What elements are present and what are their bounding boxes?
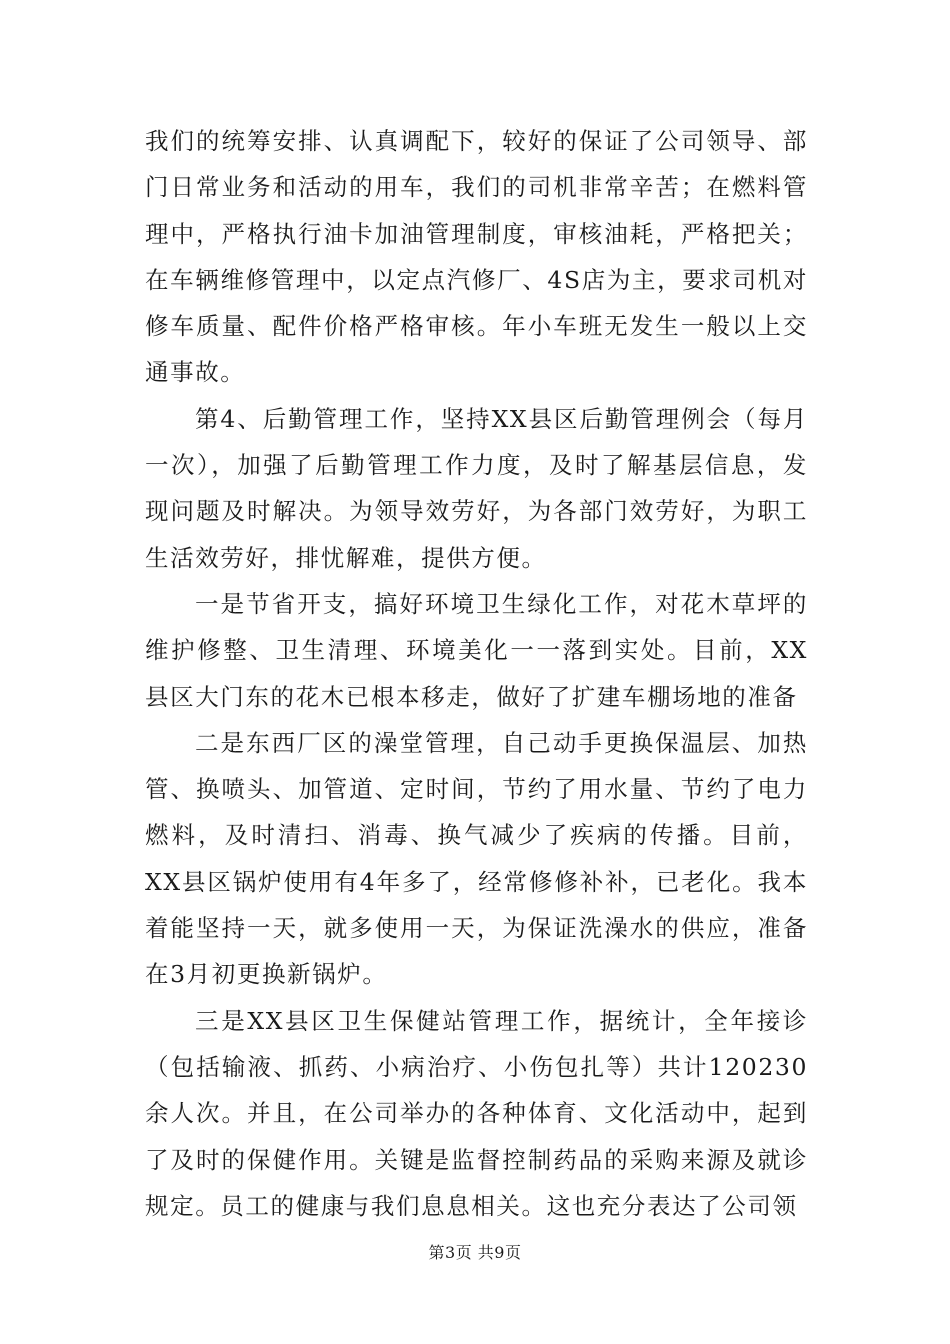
page-footer bbox=[0, 1240, 950, 1263]
paragraph-1: 我们的统筹安排、认真调配下，较好的保证了公司领导、部门日常业务和活动的用车，我们的司机非常辛苦；在燃料管理中，严格执行油卡加油管理制度，审核油耗，严格把关；在车辆维修管理中，以定点汽修厂、4S店为主，要求司机对修车质量、配件价格严格审核。年小车班无发生一般以上交通事故。 bbox=[145, 127, 808, 387]
total-pages: 共9页 bbox=[477, 1243, 522, 1262]
paragraph-5: 三是XX县区卫生保健站管理工作，据统计，全年接诊（包括输液、抓药、小病治疗、小伤包扎等）共计120230余人次。并且，在公司举办的各种体育、文化活动中，起到了及时的保健作用。关键是监督控制药品的采购来源及就诊规定。员工的健康与我们息息相关。这也充分表达了公司领 bbox=[145, 1006, 808, 1220]
page-number: 第3页 bbox=[428, 1243, 473, 1262]
document-body bbox=[145, 118, 808, 1229]
paragraph-2: 第4、后勤管理工作，坚持XX县区后勤管理例会（每月一次），加强了后勤管理工作力度，及时了解基层信息，发现问题及时解决。为领导效劳好，为各部门效劳好，为职工生活效劳好，排忧解难，提供方便。 bbox=[145, 404, 808, 572]
paragraph-3: 一是节省开支，搞好环境卫生绿化工作，对花木草坪的维护修整、卫生清理、环境美化一一落到实处。目前，XX县区大门东的花木已根本移走，做好了扩建车棚场地的准备 bbox=[145, 589, 808, 711]
paragraph-4: 二是东西厂区的澡堂管理，自己动手更换保温层、加热管、换喷头、加管道、定时间，节约了用水量、节约了电力燃料，及时清扫、消毒、换气减少了疾病的传播。目前，XX县区锅炉使用有4年多了，经常修修补补，已老化。我本着能坚持一天，就多使用一天，为保证洗澡水的供应，准备在3月初更换新锅炉。 bbox=[145, 728, 808, 989]
